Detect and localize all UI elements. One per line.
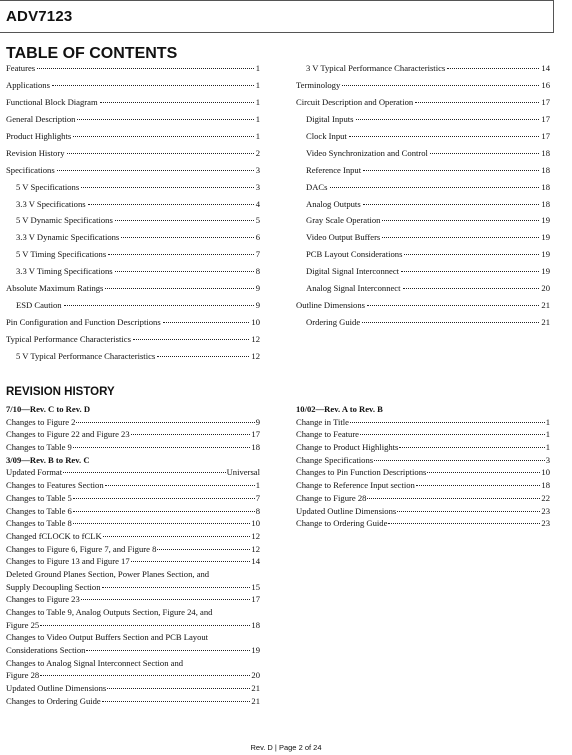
revision-change-page: 21 [251,683,260,694]
dot-leader [77,118,253,120]
dot-leader [360,433,545,435]
revision-change-row [296,492,550,505]
toc-entry[interactable] [6,249,260,266]
toc-entry[interactable] [296,148,550,165]
dot-leader [157,548,250,550]
page-footer: Rev. D | Page 2 of 24 [250,743,322,752]
dot-leader [447,67,539,69]
dot-leader [107,687,250,689]
revision-history-title: REVISION HISTORY [6,386,115,398]
revision-change-page: 7 [255,492,260,503]
toc-entry-page: 18 [541,164,550,175]
dot-leader [388,522,540,524]
dot-leader [349,135,540,137]
revision-change-page: Universal [226,467,260,478]
toc-entry-title: Video Synchronization and Control [306,147,428,158]
toc-entry-page: 18 [541,198,550,209]
revision-change-page: 17 [251,429,260,440]
revision-change-row [6,517,260,530]
toc-entry-page: 6 [255,232,260,243]
toc-entry-page: 18 [541,181,550,192]
revision-change-row [6,581,260,594]
revision-change-page: 21 [251,695,260,706]
toc-entry[interactable] [296,63,550,80]
revision-change-text: Change Specifications [296,454,374,465]
toc-entry-title: Ordering Guide [306,317,361,328]
dot-leader [73,497,255,499]
toc-entry-page: 19 [541,266,550,277]
toc-entry-title: Specifications [6,164,55,175]
toc-entry-title: Reference Input [306,164,362,175]
dot-leader [356,118,540,120]
dot-leader [163,321,250,323]
dot-leader [157,355,249,357]
revision-change-row [6,682,260,695]
toc-entry-title: 5 V Typical Performance Characteristics [16,350,156,361]
dot-leader [404,253,539,255]
revision-change-page: 1 [255,480,260,491]
revision-change-text: Changes to Ordering Guide [6,695,101,706]
dot-leader [76,421,254,423]
dot-leader [367,497,540,499]
revision-change-page: 1 [545,429,550,440]
revision-change-row [6,593,260,606]
revision-change-text: Change in Title [296,416,350,427]
toc-entry-page: 3 [255,181,260,192]
revision-change-text: Changes to Figure 6, Figure 7, and Figure 8 [6,543,157,554]
dot-leader [63,471,225,473]
toc-entry[interactable] [296,131,550,148]
toc-entry[interactable] [6,232,260,249]
toc-entry-title: Revision History [6,147,65,158]
toc-entry-title: Digital Signal Interconnect [306,266,400,277]
revision-change-row [6,466,260,479]
revision-change-page: 12 [251,530,260,541]
revision-change-text: Changes to Table 6 [6,505,72,516]
revision-heading: 7/10—Rev. C to Rev. D [6,404,91,414]
dot-leader [103,535,251,537]
dot-leader [121,236,253,238]
dot-leader [57,169,254,171]
revision-change-row [6,428,260,441]
header-box [0,0,554,33]
revision-change-row [6,441,260,454]
toc-entry-page: 9 [255,300,260,311]
toc-entry-page: 9 [255,283,260,294]
toc-entry-title: Analog Outputs [306,198,361,209]
toc-entry-title: Product Highlights [6,130,72,141]
revision-change-page: 18 [251,619,260,630]
revision-change-page: 15 [251,581,260,592]
revision-change-row [6,416,260,429]
dot-leader [430,152,539,154]
toc-entry[interactable] [6,182,260,199]
dot-leader [81,598,251,600]
toc-entry-page: 1 [255,130,260,141]
toc-entry-title: 3.3 V Timing Specifications [16,266,113,277]
toc-entry-title: Analog Signal Interconnect [306,283,401,294]
toc-entry-page: 19 [541,249,550,260]
revision-change-text: Updated Format [6,467,63,478]
toc-entry-page: 20 [541,283,550,294]
revision-change-row [6,505,260,518]
toc-entry-title: ESD Caution [16,300,62,311]
dot-leader [362,321,539,323]
toc-entry-page: 2 [255,147,260,158]
toc-entry-title: 3.3 V Dynamic Specifications [16,232,120,243]
toc-entry[interactable] [6,131,260,148]
toc-entry-page: 12 [251,350,260,361]
revision-change-row [6,555,260,568]
dot-leader [64,304,254,306]
toc-entry[interactable] [6,283,260,300]
toc-title: TABLE OF CONTENTS [6,45,178,62]
dot-leader [382,236,539,238]
toc-entry[interactable] [6,80,260,97]
revision-change-text: Changes to Analog Signal Interconnect Section and [6,657,184,668]
toc-entry-title: Functional Block Diagram [6,96,98,107]
revision-change-row [296,441,550,454]
dot-leader [397,510,540,512]
toc-entry-title: Video Output Buffers [306,232,381,243]
revision-change-text: Changes to Figure 2 [6,416,76,427]
dot-leader [73,135,254,137]
toc-entry-page: 1 [255,113,260,124]
toc-entry-page: 17 [541,96,550,107]
toc-entry[interactable] [296,97,550,114]
revision-change-text: Changes to Table 9, Analog Outputs Section, Figure 24, and [6,607,213,617]
toc-entry-title: PCB Layout Considerations [306,249,403,260]
toc-entry[interactable] [296,215,550,232]
toc-entry[interactable] [6,199,260,216]
toc-entry-title: DACs [306,181,328,192]
revision-change-row [296,416,550,429]
dot-leader [399,446,544,448]
dot-leader [427,471,540,473]
toc-entry-page: 4 [255,198,260,209]
revision-change-page: 20 [251,670,260,681]
toc-entry[interactable] [296,249,550,266]
dot-leader [73,446,251,448]
dot-leader [86,649,250,651]
toc-entry-title: 5 V Timing Specifications [16,249,107,260]
toc-entry[interactable] [296,283,550,300]
revision-change-text: Change to Reference Input section [296,480,415,491]
toc-entry-title: Gray Scale Operation [306,215,381,226]
revision-change-text: Change to Figure 28 [296,492,367,503]
toc-entry-page: 3 [255,164,260,175]
revision-change-text: Changes to Table 8 [6,518,72,529]
revision-left-column [6,403,260,708]
dot-leader [133,338,249,340]
dot-leader [401,270,539,272]
revision-change-text: Changes to Table 9 [6,442,72,453]
toc-entry[interactable] [296,165,550,182]
dot-leader [403,287,540,289]
dot-leader [115,219,254,221]
toc-entry-page: 17 [541,130,550,141]
revision-change-row [296,466,550,479]
toc-entry-page: 1 [255,63,260,73]
revision-change-text: Changes to Video Output Buffers Section and PCB Layout [6,632,209,643]
revision-change-row [296,479,550,492]
toc-entry-page: 8 [255,266,260,277]
dot-leader [67,152,254,154]
toc-entry[interactable] [6,266,260,283]
toc-entry-page: 7 [255,249,260,260]
revision-change-row [6,619,260,632]
toc-entry[interactable] [296,80,550,97]
revision-change-row [6,530,260,543]
dot-leader [40,624,250,626]
toc-entry[interactable] [296,317,550,334]
revision-change-text: Changes to Figure 13 and Figure 17 [6,556,130,567]
dot-leader [37,67,254,69]
toc-entry-title: 5 V Specifications [16,181,80,192]
toc-entry-title: Pin Configuration and Function Descriptions [6,317,161,328]
dot-leader [367,304,539,306]
toc-entry-title: Features [6,63,36,73]
revision-change-text: Considerations Section [6,645,86,656]
dot-leader [105,287,253,289]
revision-change-page: 23 [541,518,550,529]
dot-leader [416,484,541,486]
dot-leader [40,674,250,676]
revision-change-text: Changes to Pin Function Descriptions [296,467,427,478]
revision-change-page: 8 [255,505,260,516]
revision-change-page: 17 [251,594,260,605]
dot-leader [52,84,254,86]
revision-change-text: Updated Outline Dimensions [296,505,397,516]
toc-entry[interactable] [296,266,550,283]
toc-entry-title: Clock Input [306,130,347,141]
dot-leader [363,169,539,171]
toc-entry[interactable] [296,300,550,317]
dot-leader [102,586,251,588]
revision-change-text: Changes to Features Section [6,480,104,491]
toc-entry[interactable] [6,63,260,80]
dot-leader [73,510,255,512]
toc-entry-title: 5 V Dynamic Specifications [16,215,113,226]
toc-entry[interactable] [6,114,260,131]
dot-leader [363,203,540,205]
revision-change-row [296,505,550,518]
revision-change-page: 18 [251,442,260,453]
revision-change-page: 1 [545,416,550,427]
revision-change-text: Deleted Ground Planes Section, Power Planes Section, and [6,568,210,579]
toc-entry-title: Outline Dimensions [296,300,365,311]
dot-leader [415,101,539,103]
dot-leader [105,484,255,486]
toc-entry-title: Terminology [296,79,341,90]
revision-heading: 3/09—Rev. B to Rev. C [6,454,90,465]
revision-change-text: Figure 25 [6,619,40,630]
revision-change-page: 18 [541,480,550,491]
toc-entry-page: 19 [541,232,550,243]
dot-leader [115,270,254,272]
dot-leader [131,560,251,562]
revision-change-text: Change to Feature [296,429,360,440]
toc-entry-title: Absolute Maximum Ratings [6,283,104,294]
revision-change-row [6,479,260,492]
revision-right-column [296,403,550,530]
revision-change-text: Changes to Figure 22 and Figure 23 [6,429,130,440]
toc-entry[interactable] [6,165,260,182]
revision-change-row [6,543,260,556]
toc-entry-page: 21 [541,317,550,328]
toc-entry-title: 3 V Typical Performance Characteristics [306,63,446,73]
revision-change-text: Changes to Table 5 [6,492,72,503]
revision-change-text: Changes to Figure 23 [6,594,80,605]
revision-change-text: Change to Product Highlights [296,442,399,453]
revision-change-page: 12 [251,543,260,554]
revision-change-page: 14 [251,556,260,567]
revision-change-page: 10 [541,467,550,478]
toc-entry-page: 18 [541,147,550,158]
toc-entry-page: 21 [541,300,550,311]
toc-entry[interactable] [6,317,260,334]
revision-change-page: 19 [251,645,260,656]
revision-change-row [296,517,550,530]
toc-left-column [6,63,260,368]
toc-entry[interactable] [6,148,260,165]
toc-entry[interactable] [296,199,550,216]
dot-leader [81,186,254,188]
dot-leader [88,203,254,205]
document-part-number: ADV7123 [6,8,73,25]
toc-entry-title: 3.3 V Specifications [16,198,86,209]
revision-change-row [296,454,550,467]
revision-change-page: 9 [255,416,260,427]
toc-entry-page: 1 [255,79,260,90]
toc-entry-title: General Description [6,113,76,124]
revision-change-row [6,492,260,505]
toc-entry[interactable] [6,334,260,351]
toc-entry[interactable] [296,182,550,199]
dot-leader [102,700,251,702]
toc-entry[interactable] [296,232,550,249]
revision-change-row [6,695,260,708]
toc-entry-page: 14 [541,63,550,73]
dot-leader [108,253,254,255]
toc-entry-title: Applications [6,79,50,90]
dot-leader [342,84,539,86]
revision-change-text: Figure 28 [6,670,40,681]
toc-entry-page: 10 [251,317,260,328]
revision-change-page: 3 [545,454,550,465]
toc-entry[interactable] [296,114,550,131]
toc-entry-page: 17 [541,113,550,124]
revision-change-page: 1 [545,442,550,453]
dot-leader [330,186,540,188]
toc-entry[interactable] [6,215,260,232]
revision-change-text: Supply Decoupling Section [6,581,101,592]
toc-entry-title: Circuit Description and Operation [296,96,414,107]
revision-change-page: 10 [251,518,260,529]
revision-change-row [6,644,260,657]
toc-entry-page: 12 [251,334,260,344]
toc-entry-title: Digital Inputs [306,113,354,124]
toc-entry-page: 19 [541,215,550,226]
revision-change-text: Changed fCLOCK to fCLK [6,530,102,541]
revision-change-page: 22 [541,492,550,503]
revision-change-text: Change to Ordering Guide [296,518,388,529]
revision-change-row [6,669,260,682]
toc-entry[interactable] [6,351,260,368]
dot-leader [131,433,251,435]
revision-change-text: Updated Outline Dimensions [6,683,107,694]
dot-leader [382,219,539,221]
dot-leader [100,101,254,103]
toc-entry[interactable] [6,97,260,114]
toc-entry-title: Typical Performance Characteristics [6,334,131,344]
dot-leader [73,522,251,524]
revision-change-row [296,428,550,441]
dot-leader [374,459,545,461]
toc-right-column [296,63,550,334]
revision-change-page: 23 [541,505,550,516]
toc-entry-page: 1 [255,96,260,107]
revision-heading: 10/02—Rev. A to Rev. B [296,404,383,414]
dot-leader [350,421,545,423]
toc-entry[interactable] [6,300,260,317]
toc-entry-page: 16 [541,79,550,90]
toc-entry-page: 5 [255,215,260,226]
